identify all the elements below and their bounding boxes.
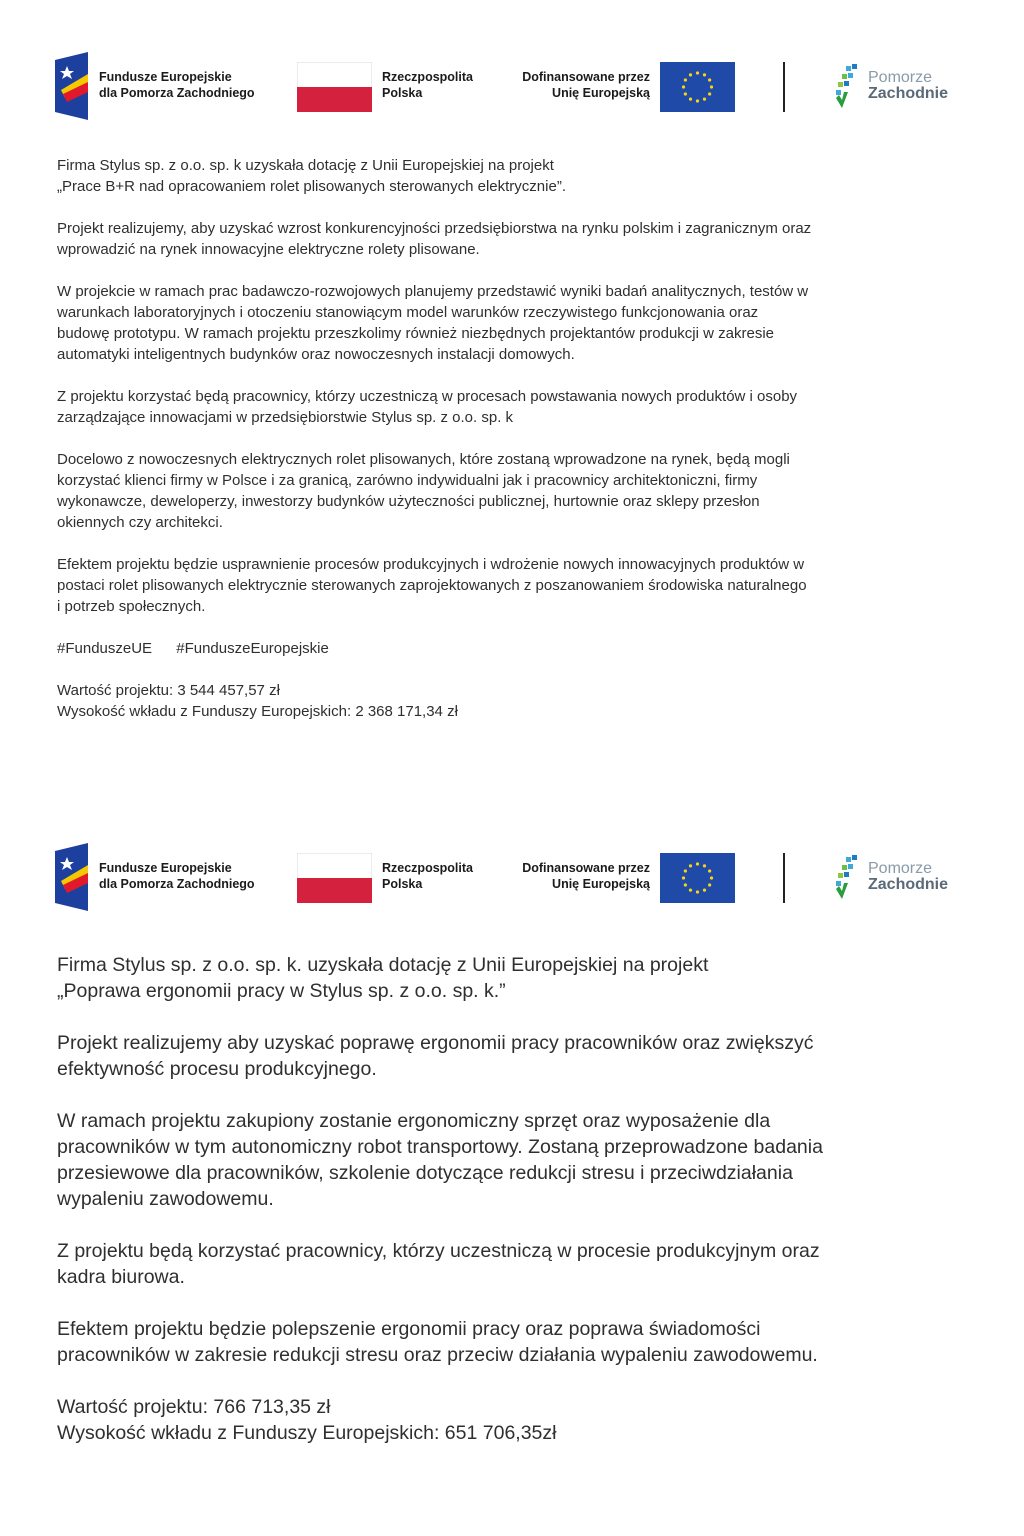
paragraph-goal: Projekt realizujemy aby uzyskać poprawę ergonomii pracy pracowników oraz zwiększyć efektywność procesu produkcyjnego. xyxy=(57,1032,814,1080)
eu-star-icon xyxy=(696,862,699,865)
eu-star-icon xyxy=(696,890,699,893)
eu-contribution: Wysokość wkładu z Funduszy Europejskich: 2 368 171,34 zł xyxy=(57,703,458,720)
paragraph-scope: W ramach projektu zakupiony zostanie ergonomiczny sprzęt oraz wyposażenie dla pracowników w tym autonomiczny robot transportowy. Zostaną przeprowadzone badania przesiewowe dla pracowników, szkolenie dotyczące redukcji stresu i przeciwdziałania wypaleniu zawodowemu. xyxy=(57,1110,823,1210)
hashtags xyxy=(57,638,967,659)
eu-star-icon xyxy=(703,98,706,101)
fundusze-europejskie-logo xyxy=(55,52,95,120)
eu-star-icon xyxy=(708,869,711,872)
eu-star-icon xyxy=(703,864,706,867)
project-2-description xyxy=(57,952,967,1472)
eu-star-icon xyxy=(684,78,687,81)
paragraph-scope: W projekcie w ramach prac badawczo-rozwojowych planujemy przedstawić wyniki badań analitycznych, testów w warunkach laboratoryjnych i otoczeniu stanowiącym model warunków rzeczywistego funkcjonowania oraz budowę prototypu. W ramach projektu przeszkolimy również niezbędnych projektantów produkcji w zakresie automatyki inteligentnych budynków oraz nowoczesnych instalacji domowych. xyxy=(57,283,809,363)
pomorze-zachodnie-logo-icon xyxy=(832,62,872,112)
eu-logo-text: Dofinansowane przez Unię Europejską xyxy=(522,861,650,891)
paragraph-effect: Efektem projektu będzie polepszenie ergonomii pracy oraz poprawa świadomości pracowników w zakresie redukcji stresu oraz przeciw działania wypaleniu zawodowemu. xyxy=(57,1318,818,1366)
pomorze-zachodnie-logo-icon xyxy=(832,853,872,903)
logo-divider xyxy=(783,853,785,903)
eu-star-icon xyxy=(708,92,711,95)
pz-logo-text: Pomorze Zachodnie xyxy=(868,69,949,102)
hashtag: #FunduszeUE xyxy=(57,640,153,657)
paragraph-beneficiaries: Z projektu będą korzystać pracownicy, którzy uczestniczą w procesie produkcyjnym oraz kadra biurowa. xyxy=(57,1240,820,1288)
eu-star-icon xyxy=(696,99,699,102)
eu-logo-text: Dofinansowane przez Unię Europejską xyxy=(522,70,650,100)
eu-flag-icon xyxy=(660,62,735,112)
paragraph-beneficiaries: Z projektu korzystać będą pracownicy, którzy uczestniczą w procesach powstawania nowych produktów i osoby zarządzające innowacjami w przedsiębiorstwie Stylus sp. z o.o. sp. k xyxy=(57,388,798,426)
paragraph-intro: Firma Stylus sp. z o.o. sp. k uzyskała dotację z Unii Europejskiej na projekt „Prace B+R nad opracowaniem rolet plisowanych sterowanych elektrycznie”. xyxy=(57,157,566,195)
eu-contribution: Wysokość wkładu z Funduszy Europejskich: 651 706,35zł xyxy=(57,1422,557,1444)
project-values xyxy=(57,680,967,722)
eu-star-icon xyxy=(708,883,711,886)
eu-star-icon xyxy=(689,889,692,892)
project-values xyxy=(57,1394,967,1446)
eu-star-icon xyxy=(689,98,692,101)
eu-star-icon xyxy=(682,876,685,879)
eu-star-icon xyxy=(710,85,713,88)
pl-logo-text: Rzeczpospolita Polska xyxy=(382,861,473,891)
eu-star-icon xyxy=(684,92,687,95)
project-value: Wartość projektu: 3 544 457,57 zł xyxy=(57,682,280,699)
eu-star-icon xyxy=(684,883,687,886)
eu-star-icon xyxy=(696,71,699,74)
pl-logo-text: Rzeczpospolita Polska xyxy=(382,70,473,100)
eu-flag-icon xyxy=(660,853,735,903)
eu-star-icon xyxy=(703,889,706,892)
paragraph-target-clients: Docelowo z nowoczesnych elektrycznych rolet plisowanych, które zostaną wprowadzone na rynek, będą mogli korzystać klienci firmy w Polsce i za granicą, zarówno indywidualni jak i pracownicy architektoniczni, firmy wykonawcze, deweloperzy, inwestorzy budynków użyteczności publicznej, hurtownie oraz sklepy przesłon okiennych czy architekci. xyxy=(57,451,790,531)
eu-star-icon xyxy=(703,73,706,76)
paragraph-goal: Projekt realizujemy, aby uzyskać wzrost konkurencyjności przedsiębiorstwa na rynku polskim i zagranicznym oraz wprowadzić na rynek innowacyjne elektryczne rolety plisowane. xyxy=(57,220,812,258)
project-1-description xyxy=(57,155,967,743)
polish-flag-icon xyxy=(297,62,372,112)
eu-star-icon xyxy=(689,864,692,867)
eu-star-icon xyxy=(682,85,685,88)
logo-divider xyxy=(783,62,785,112)
fundusze-europejskie-logo xyxy=(55,843,95,911)
logo-bar-bottom xyxy=(55,843,955,911)
paragraph-effect: Efektem projektu będzie usprawnienie procesów produkcyjnych i wdrożenie nowych innowacyjnych produktów w postaci rolet plisowanych elektrycznie sterowanych zaprojektowanych z poszanowaniem środowiska naturalnego i potrzeb społecznych. xyxy=(57,556,807,615)
polish-flag-icon xyxy=(297,853,372,903)
eu-star-icon xyxy=(708,78,711,81)
logo-bar-top xyxy=(55,52,955,120)
fe-logo-text: Fundusze Europejskie dla Pomorza Zachodniego xyxy=(99,70,255,100)
eu-star-icon xyxy=(710,876,713,879)
project-value: Wartość projektu: 766 713,35 zł xyxy=(57,1396,331,1418)
eu-star-icon xyxy=(684,869,687,872)
pz-logo-text: Pomorze Zachodnie xyxy=(868,860,949,893)
paragraph-intro: Firma Stylus sp. z o.o. sp. k. uzyskała dotację z Unii Europejskiej na projekt „Poprawa ergonomii pracy w Stylus sp. z o.o. sp. k.” xyxy=(57,954,709,1002)
fe-logo-text: Fundusze Europejskie dla Pomorza Zachodniego xyxy=(99,861,255,891)
hashtag: #FunduszeEuropejskie xyxy=(176,640,329,657)
eu-star-icon xyxy=(689,73,692,76)
